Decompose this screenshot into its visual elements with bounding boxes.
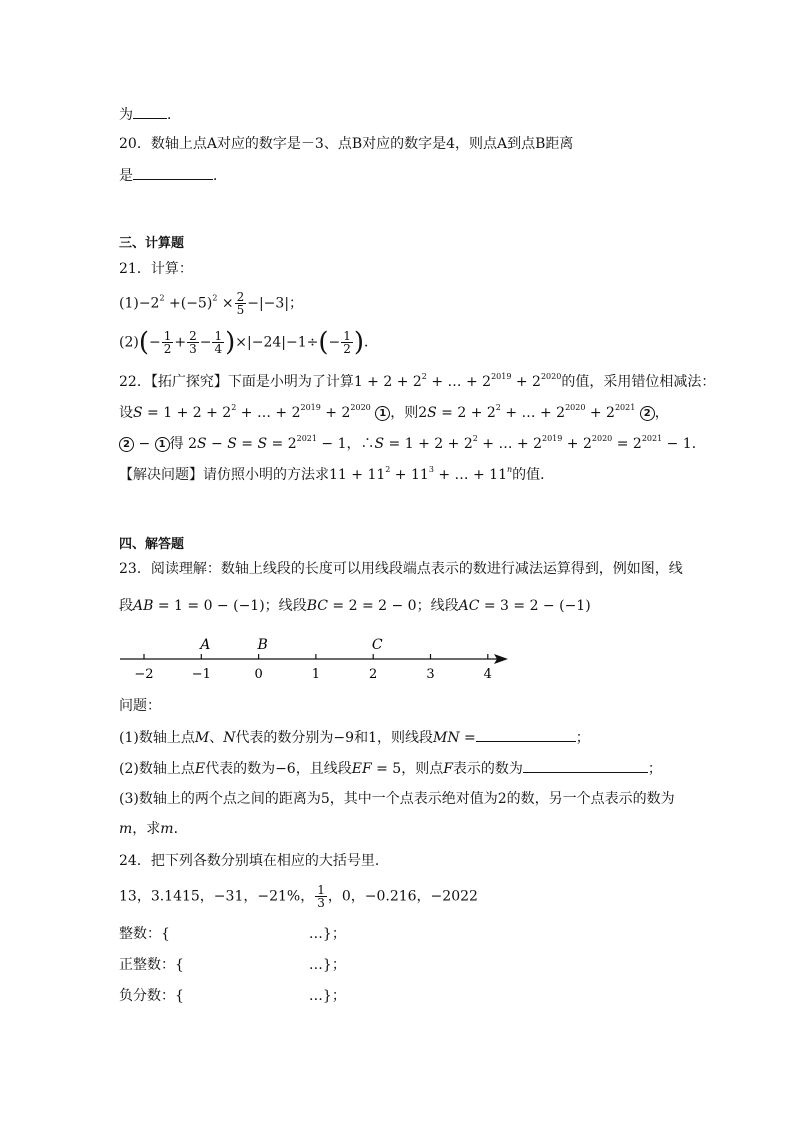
axis-tick-label: 2 xyxy=(369,667,378,682)
q23-mn-blank[interactable] xyxy=(476,727,576,742)
section-4-heading: 四、解答题 xyxy=(119,537,185,552)
axis-tick-label: 0 xyxy=(254,667,263,682)
q23-f-blank[interactable] xyxy=(523,758,648,773)
q24-numbers: 13，3.1415，−31，−21%， $\frac{1}{3}$ ，0，−0.216，−2022 xyxy=(119,883,478,910)
q24-integers-row xyxy=(119,924,346,944)
q20-answer-blank[interactable] xyxy=(133,165,213,180)
axis-tick-label: −1 xyxy=(191,667,211,682)
q22-line2: 设$S = 1 + 2 + 2^2$ + … + $2^{2019} + 2^{2020}$ 1 ，则$2S = 2 + 2^2$ + … + $2^{2020} + 2^{2021}$ 2 ， xyxy=(119,403,669,421)
q23-part2: (2)数轴上点E代表的数为−6，且线段EF = 5，则点F表示的数为 ； xyxy=(119,758,662,779)
q24-head: 24．把下列各数分别填在相应的大括号里． xyxy=(119,853,389,869)
q20-line1: 20．数轴上点A对应的数字是－3、点B对应的数字是4，则点A到点B距离 xyxy=(119,136,574,152)
point-label-a: A xyxy=(200,637,211,653)
q23-part3-line1: (3)数轴上的两个点之间的距离为5，其中一个点表示绝对值为2的数，另一个点表示的数为 xyxy=(119,791,675,807)
q24-positive-integers-row xyxy=(119,955,346,975)
fraction-1-3: $\frac{1}{3}$ xyxy=(317,883,325,910)
point-label-b: B xyxy=(257,637,268,653)
q23-part3-line2: m，求m． xyxy=(119,821,188,837)
q23-line1: 23．阅读理解：数轴上线段的长度可以用线段端点表示的数进行减法运算得到，例如图，线 xyxy=(119,561,683,577)
brace-close: …}； xyxy=(308,988,346,1004)
brace-close: …}； xyxy=(308,957,346,973)
q24-integers-label: 整数：{ xyxy=(119,926,170,942)
brace-close: …}； xyxy=(308,926,346,942)
q24-negative-fractions-row xyxy=(119,986,346,1006)
q21-part2: (2)(− $\frac{1}{2}$ + $\frac{2}{3}$ − $\frac{1}{4}$ )×|−24|−1÷(− $\frac{1}{2}$ )． xyxy=(119,327,379,358)
q22-line1: 22．【拓广探究】下面是小明为了计算$1 + 2 + 2^2$ + … + $2^{2019} + 2^{2020}$的值，采用错位相减法： xyxy=(119,372,716,390)
q24-positive-integers-label: 正整数：{ xyxy=(119,957,184,973)
q24-negative-fractions-label: 负分数：{ xyxy=(119,988,184,1004)
axis-tick-label: −2 xyxy=(134,667,154,682)
q22-line4: 【解决问题】请仿照小明的方法求$11 + 11^2 + 11^3$ + … + $11^n$的值． xyxy=(119,465,555,483)
fraction-2-5: $\frac{2}{5}$ xyxy=(236,290,245,317)
q23-question-label: 问题： xyxy=(119,698,161,714)
q20-line2: 是 ． xyxy=(119,165,227,186)
semicolon: ； xyxy=(575,730,590,746)
q19-tail-text: 为 xyxy=(119,107,133,123)
q19-answer-blank[interactable] xyxy=(133,104,167,119)
axis-tick-label: 3 xyxy=(426,667,435,682)
q19-tail-line: 为 ． xyxy=(119,104,181,125)
q23-line2: 段AB = 1 = 0 − (−1)；线段BC = 2 = 2 − 0；线段AC = 3 = 2 − (−1) xyxy=(119,598,591,614)
semicolon: ； xyxy=(647,761,662,777)
q21-head: 21．计算： xyxy=(119,261,193,277)
q23-part1: (1)数轴上点M、N代表的数分别为−9和1，则线段MN = ； xyxy=(119,727,590,748)
number-line-figure xyxy=(110,628,520,688)
circled-2: 2 xyxy=(640,406,655,421)
q22-line3: 2 − 1 得 $2S - S = S = 2^{2021} - 1$，∴S = $1 + 2 + 2^2$ + … + $2^{2019} + 2^{2020} = 2^{2021} - 1$． xyxy=(119,434,706,454)
point-label-c: C xyxy=(371,637,383,653)
q20-line2-text: 是 xyxy=(119,168,133,184)
q21-part1: $(1)-2^2 +(-5)^2$ × $\frac{2}{5}$ −|−3|； xyxy=(119,290,304,317)
circled-1: 1 xyxy=(375,406,390,421)
section-3-heading: 三、计算题 xyxy=(119,236,185,251)
axis-tick-label: 1 xyxy=(311,667,321,682)
axis-tick-label: 4 xyxy=(483,667,492,682)
